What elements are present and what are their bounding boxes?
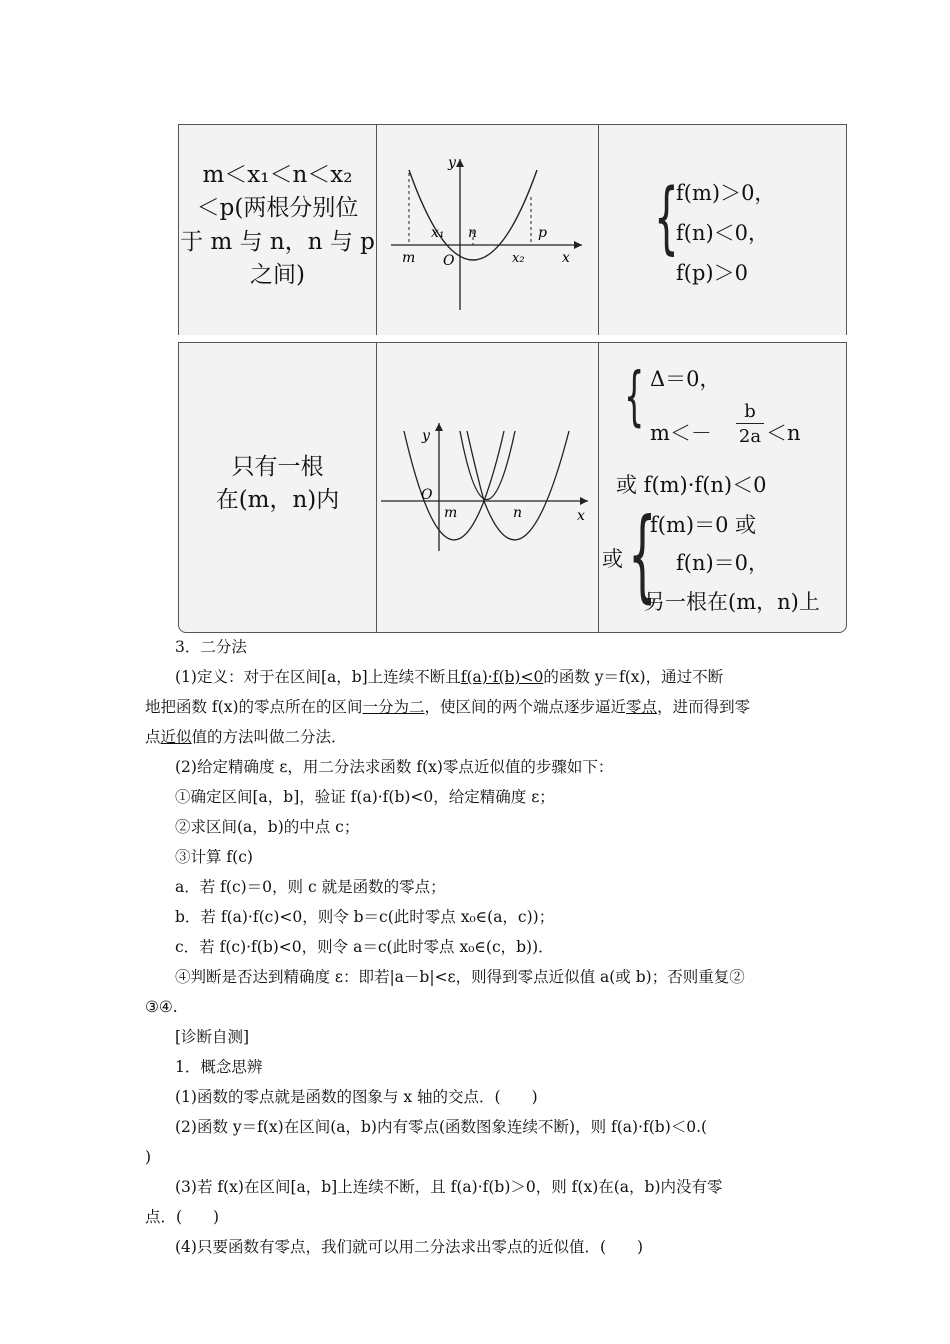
- step-1: ①确定区间[a，b]，验证 f(a)·f(b)<0，给定精确度 ε；: [175, 788, 555, 806]
- result-line: f(n)＜0，: [676, 221, 770, 245]
- row2-condition-cell: [179, 343, 377, 632]
- graph-label: O: [421, 487, 433, 503]
- row2-graph-cell: [376, 343, 599, 632]
- question-3-cont: 点．( ): [145, 1208, 220, 1226]
- graph-label: m: [444, 505, 458, 521]
- definition-line-1: (1)定义：对于在区间[a，b]上连续不断且f(a)·f(b)<0的函数 y＝f(x)，通过不断: [175, 668, 724, 686]
- left-brace-icon: {: [624, 360, 645, 434]
- question-1: (1)函数的零点就是函数的图象与 x 轴的交点．( ): [175, 1088, 538, 1106]
- graph-label: x₁: [431, 225, 445, 241]
- result-line: 另一根在(m，n)上: [644, 590, 820, 614]
- graph-label: p: [538, 225, 547, 241]
- fraction-numerator: b: [736, 401, 764, 424]
- definition-line-2: 地把函数 f(x)的零点所在的区间一分为二，使区间的两个端点逐步逼近零点，进而得到零: [145, 698, 751, 716]
- fraction-denominator: 2a: [738, 426, 762, 447]
- steps-intro: (2)给定精确度 ε，用二分法求函数 f(x)零点近似值的步骤如下：: [175, 758, 614, 776]
- result-line: f(n)＝0，: [676, 551, 770, 575]
- result-line: m＜－: [650, 421, 712, 445]
- step-3: ③计算 f(c): [175, 848, 253, 866]
- graph-label: n: [513, 505, 523, 521]
- question-3: (3)若 f(x)在区间[a，b]上连续不断，且 f(a)·f(b)＞0，则 f(x)在(a，b)内没有零: [175, 1178, 723, 1196]
- left-brace-icon: {: [628, 496, 657, 613]
- result-line: 或: [602, 547, 623, 571]
- definition-line-3: 点近似值的方法叫做二分法．: [145, 728, 347, 746]
- step-3a: a．若 f(c)＝0，则 c 就是函数的零点；: [175, 878, 446, 896]
- row1-condition-cell: [179, 125, 377, 335]
- graph-label: x: [562, 250, 570, 266]
- graph-label: x: [577, 508, 585, 524]
- graph-label: n: [468, 225, 478, 241]
- row1-condition-line: 之间): [250, 262, 305, 289]
- step-3b: b．若 f(a)·f(c)<0，则令 b＝c(此时零点 x₀∈(a，c))；: [175, 908, 555, 926]
- graph-label: O: [443, 253, 455, 269]
- step-2: ②求区间(a，b)的中点 c；: [175, 818, 360, 836]
- diagnosis-title: [诊断自测]: [175, 1028, 250, 1046]
- graph-label: y: [448, 155, 456, 171]
- result-line: Δ＝0，: [650, 367, 721, 391]
- table-row-2: [178, 342, 847, 633]
- step-3c: c．若 f(c)·f(b)<0，则令 a＝c(此时零点 x₀∈(c，b))．: [175, 938, 554, 956]
- question-2: (2)函数 y＝f(x)在区间(a，b)内有零点(函数图象连续不断)，则 f(a)·f(b)＜0.(: [175, 1118, 708, 1136]
- row2-condition-line: 在(m，n)内: [215, 487, 340, 514]
- row1-condition-line: m＜x₁＜n＜x₂: [202, 162, 353, 188]
- row1-condition-line: 于 m 与 n，n 与 p: [180, 228, 375, 255]
- left-brace-icon: {: [654, 173, 679, 263]
- row1-parabola-graph: [376, 125, 598, 335]
- graph-label: x₂: [512, 251, 525, 266]
- result-line: f(m)＞0，: [676, 181, 776, 205]
- row2-result-cell: [598, 343, 846, 632]
- step-4: ④判断是否达到精确度 ε：即若|a－b|<ε，则得到零点近似值 a(或 b)；否则重复②: [175, 968, 745, 986]
- result-line: f(p)＞0: [676, 261, 748, 285]
- step-4-cont: ③④.: [145, 998, 178, 1016]
- row1-condition-line: ＜p(两根分别位: [196, 195, 359, 222]
- graph-label: y: [422, 428, 430, 444]
- result-line: ＜n: [766, 421, 801, 445]
- parabola-curve: [409, 170, 537, 260]
- table-row-1: [178, 124, 847, 335]
- row1-result-cell: [598, 125, 846, 335]
- parabola-curve: [467, 431, 569, 540]
- diagnosis-subtitle: 1．概念思辨: [175, 1058, 263, 1076]
- row2-parabolas-graph: [376, 343, 598, 632]
- section-bisection: [145, 632, 810, 1262]
- result-line: f(m)＝0 或: [650, 513, 757, 537]
- section-title: 3．二分法: [175, 638, 247, 656]
- result-line: 或 f(m)·f(n)＜0: [616, 473, 767, 497]
- row1-graph-cell: [376, 125, 599, 335]
- parabola-curve: [404, 431, 504, 540]
- question-4: (4)只要函数有零点，我们就可以用二分法求出零点的近似值．( ): [175, 1238, 644, 1256]
- question-2-cont: ): [145, 1148, 152, 1166]
- graph-label: m: [402, 250, 416, 266]
- row2-condition-line: 只有一根: [231, 454, 324, 480]
